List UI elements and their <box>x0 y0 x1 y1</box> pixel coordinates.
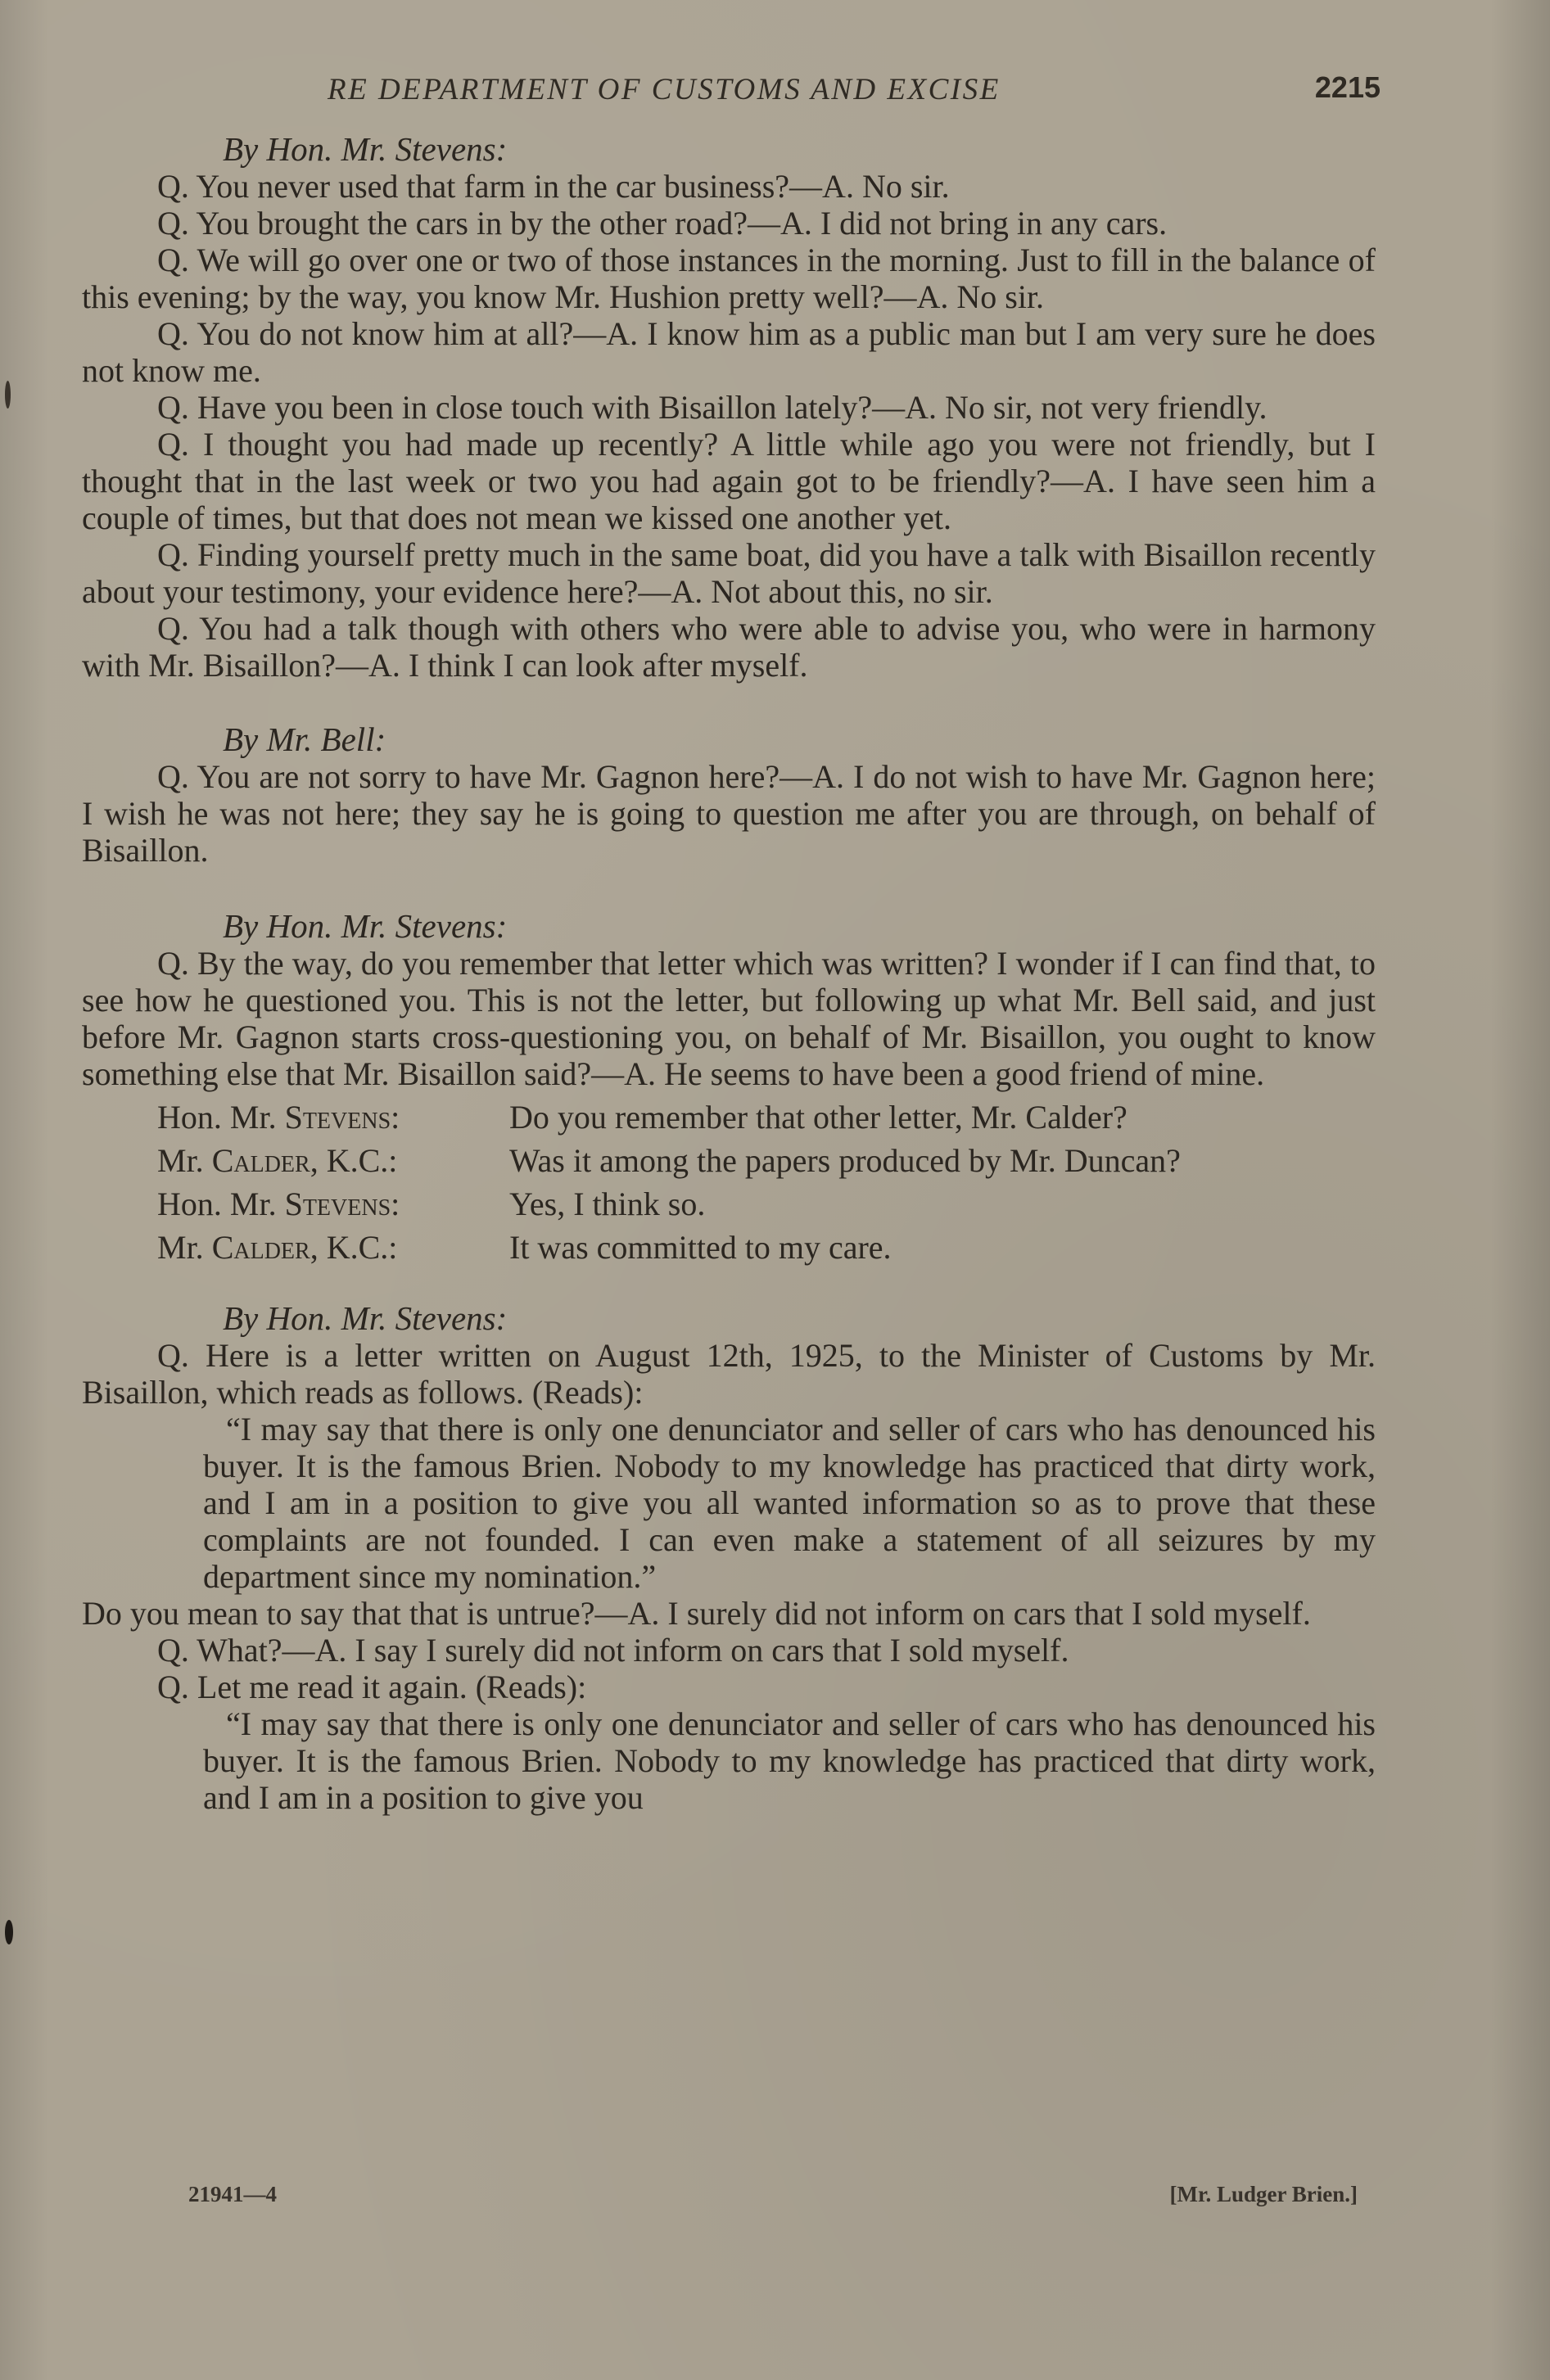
question-paragraph: Q. I thought you had made up recently? A little while ago you were not friendly, but I thought that in the last week or two you had again got to be friendly?—A. I have seen him a couple of times, but that does not mean we kissed one another yet. <box>82 426 1376 536</box>
dialogue-line <box>157 1229 1376 1266</box>
dialogue-line <box>157 1099 1376 1136</box>
dialogue-text: Yes, I think so. <box>509 1185 706 1222</box>
binding-mark <box>5 381 11 409</box>
dialogue-speaker: Mr. Calder, K.C.: <box>157 1142 398 1179</box>
question-paragraph: Q. Here is a letter written on August 12th, 1925, to the Minister of Customs by Mr. Bisaillon, which reads as follows. (Reads): <box>82 1337 1376 1411</box>
speaker-heading: By Hon. Mr. Stevens: <box>223 130 508 168</box>
question-paragraph: Q. What?—A. I say I surely did not inform on cars that I sold myself. <box>157 1632 1069 1669</box>
question-paragraph: Q. You never used that farm in the car business?—A. No sir. <box>157 168 950 205</box>
question-paragraph: Q. Let me read it again. (Reads): <box>157 1669 587 1705</box>
speaker-heading: By Hon. Mr. Stevens: <box>223 907 508 945</box>
page-number: 2215 <box>1314 70 1381 104</box>
question-paragraph: Do you mean to say that that is untrue?—A. I surely did not inform on cars that I sold myself. <box>82 1595 1311 1632</box>
dialogue-speaker: Mr. Calder, K.C.: <box>157 1229 398 1266</box>
page-header <box>82 57 1381 131</box>
quoted-letter: “I may say that there is only one denunciator and seller of cars who has denounced his buyer. It is the famous Brien. Nobody to my knowledge has practiced that dirty work, and I am in a position to give you all wanted information so as to prove that these complaints are not founded. I can even make a statement of all seizures by my department since my nomination.” <box>203 1411 1376 1595</box>
dialogue-speaker: Hon. Mr. Stevens: <box>157 1185 400 1222</box>
dialogue-line <box>157 1185 1376 1222</box>
question-paragraph: Q. You brought the cars in by the other road?—A. I did not bring in any cars. <box>157 205 1168 242</box>
witness-name: [Mr. Ludger Brien.] <box>1169 2182 1358 2206</box>
question-paragraph: Q. Have you been in close touch with Bisaillon lately?—A. No sir, not very friendly. <box>157 389 1268 426</box>
question-paragraph: Q. We will go over one or two of those instances in the morning. Just to fill in the balance of this evening; by the way, you know Mr. Hushion pretty well?—A. No sir. <box>82 242 1376 315</box>
speaker-heading: By Hon. Mr. Stevens: <box>223 1299 508 1337</box>
question-paragraph: Q. You are not sorry to have Mr. Gagnon here?—A. I do not wish to have Mr. Gagnon here; I wish he was not here; they say he is going to question me after you are through, on behalf of Bisaillon. <box>82 758 1376 869</box>
signature-mark: 21941—4 <box>188 2182 277 2206</box>
question-paragraph: Q. Finding yourself pretty much in the same boat, did you have a talk with Bisaillon recently about your testimony, your evidence here?—A. Not about this, no sir. <box>82 536 1376 610</box>
dialogue-text: Was it among the papers produced by Mr. Duncan? <box>509 1142 1181 1179</box>
dialogue-text: Do you remember that other letter, Mr. Calder? <box>509 1099 1127 1136</box>
body-text <box>82 131 1376 1816</box>
dialogue-line <box>157 1142 1376 1179</box>
question-paragraph: Q. By the way, do you remember that letter which was written? I wonder if I can find that, to see how he questioned you. This is not the letter, but following up what Mr. Bell said, and just before Mr. Gagnon starts cross-questioning you, on behalf of Mr. Bisaillon, you ought to know something else that Mr. Bisaillon said?—A. He seems to have been a good friend of mine. <box>82 945 1376 1092</box>
quoted-letter: “I may say that there is only one denunciator and seller of cars who has denounced his buyer. It is the famous Brien. Nobody to my knowledge has practiced that dirty work, and I am in a position to give you <box>203 1705 1376 1816</box>
binding-mark <box>5 1920 13 1944</box>
dialogue-text: It was committed to my care. <box>509 1229 892 1266</box>
speaker-heading: By Mr. Bell: <box>223 720 386 758</box>
question-paragraph: Q. You do not know him at all?—A. I know him as a public man but I am very sure he does not know me. <box>82 315 1376 389</box>
running-head: RE DEPARTMENT OF CUSTOMS AND EXCISE <box>328 73 1001 106</box>
question-paragraph: Q. You had a talk though with others who were able to advise you, who were in harmony with Mr. Bisaillon?—A. I think I can look after myself. <box>82 610 1376 684</box>
dialogue-speaker: Hon. Mr. Stevens: <box>157 1099 400 1136</box>
document-page <box>82 57 1381 2317</box>
